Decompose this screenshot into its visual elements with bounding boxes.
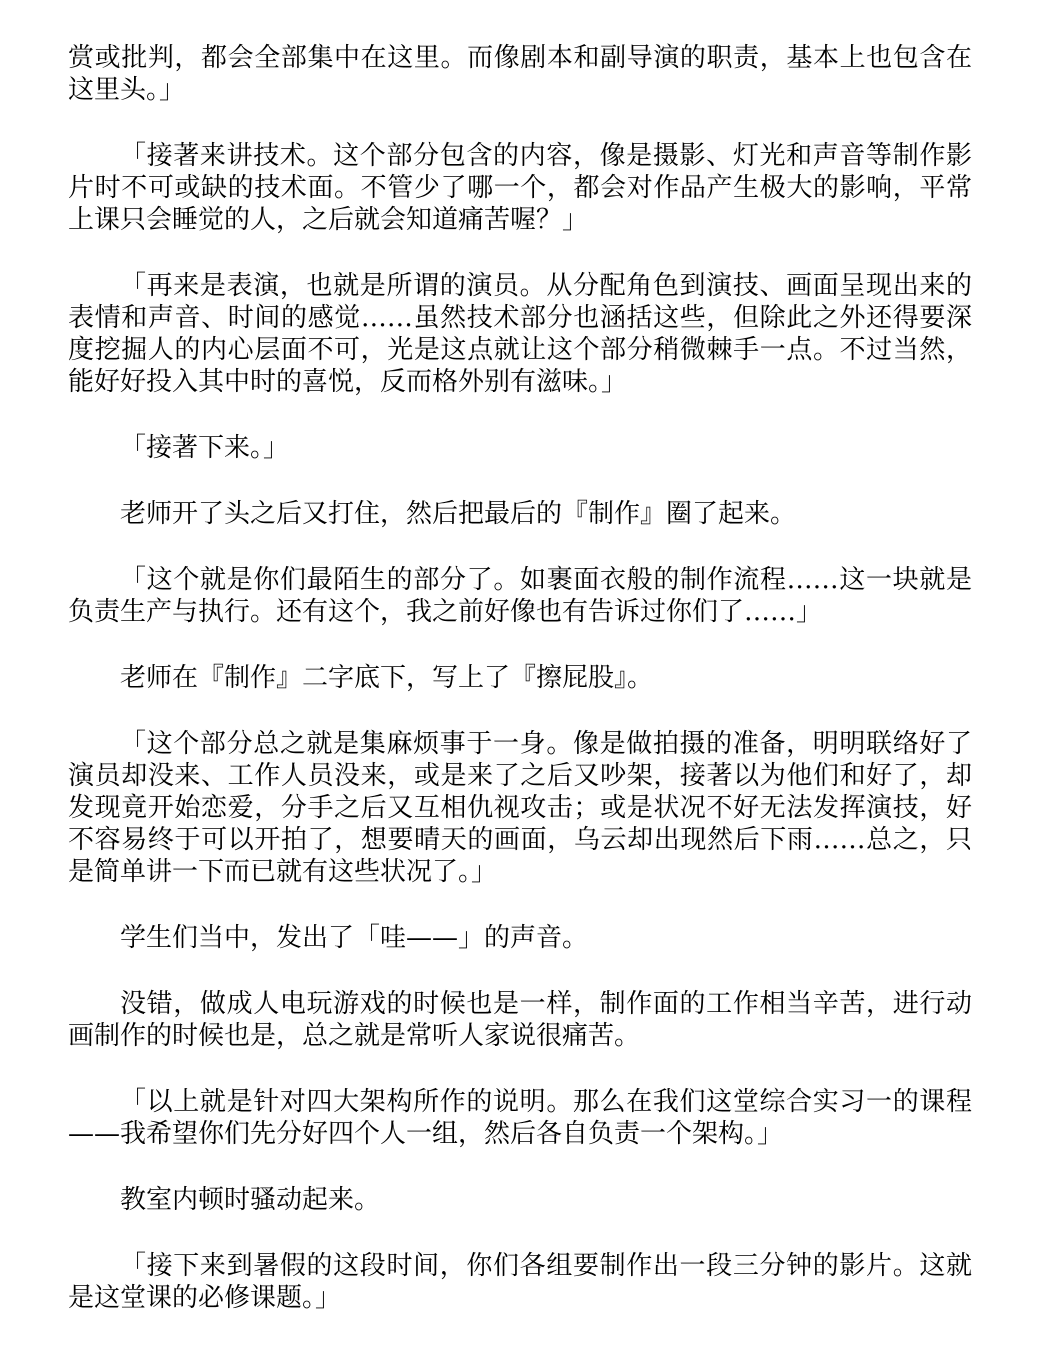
paragraph-dialogue: 「这个就是你们最陌生的部分了。如裹面衣般的制作流程……这一块就是负责生产与执行。还有这个，我之前好像也有告诉过你们了……」 — [68, 565, 972, 627]
paragraph-narration: 老师在『制作』二字底下，写上了『擦屁股』。 — [120, 663, 654, 693]
paragraph-dialogue: 「再来是表演，也就是所谓的演员。从分配角色到演技、画面呈现出来的表情和声音、时间的感觉……虽然技术部分也涵括这些，但除此之外还得要深度挖掘人的内心层面不可，光是这点就让这个部分稍微棘手一点。不过当然，能好好投入其中时的喜悦，反而格外别有滋味。」 — [68, 271, 972, 397]
paragraph-dialogue: 「接著下来。」 — [120, 433, 290, 463]
document-page — [68, 42, 972, 1348]
paragraph-continuation: 赏或批判，都会全部集中在这里。而像剧本和副导演的职责，基本上也包含在这里头。」 — [68, 43, 972, 105]
paragraph-narration: 学生们当中，发出了「哇——」的声音。 — [120, 923, 589, 953]
paragraph-dialogue: 「接下来到暑假的这段时间，你们各组要制作出一段三分钟的影片。这就是这堂课的必修课题。」 — [68, 1251, 972, 1313]
paragraph-dialogue: 「这个部分总之就是集麻烦事于一身。像是做拍摄的准备，明明联络好了演员却没来、工作人员没来，或是来了之后又吵架，接著以为他们和好了，却发现竟开始恋爱，分手之后又互相仇视攻击；或是状况不好无法发挥演技，好不容易终于可以开拍了，想要晴天的画面，乌云却出现然后下雨……总之，只是简单讲一下而已就有这些状况了。」 — [68, 729, 972, 887]
paragraph-dialogue: 「以上就是针对四大架构所作的说明。那么在我们这堂综合实习一的课程——我希望你们先分好四个人一组，然后各自负责一个架构。」 — [68, 1087, 972, 1149]
paragraph-narration: 老师开了头之后又打住，然后把最后的『制作』圈了起来。 — [120, 499, 797, 529]
paragraph-dialogue: 「接著来讲技术。这个部分包含的内容，像是摄影、灯光和声音等制作影片时不可或缺的技术面。不管少了哪一个，都会对作品产生极大的影响，平常上课只会睡觉的人，之后就会知道痛苦喔？」 — [68, 141, 972, 235]
paragraph-narration: 没错，做成人电玩游戏的时候也是一样，制作面的工作相当辛苦，进行动画制作的时候也是，总之就是常听人家说很痛苦。 — [68, 989, 972, 1051]
paragraph-narration: 教室内顿时骚动起来。 — [120, 1185, 381, 1215]
